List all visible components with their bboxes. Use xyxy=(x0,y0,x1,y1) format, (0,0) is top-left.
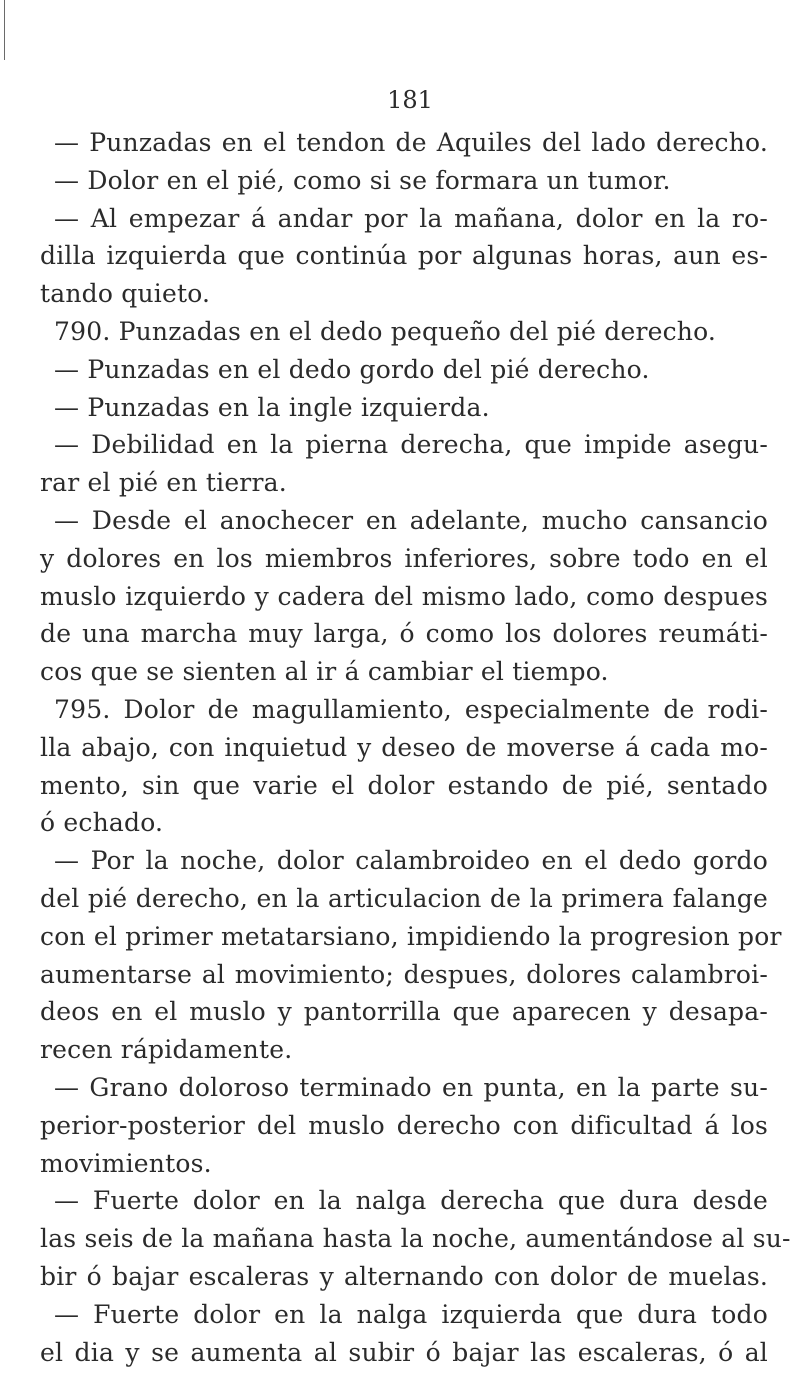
text-line: bir ó bajar escaleras y alternando con dolor de muelas. xyxy=(40,1261,768,1291)
text-line: movimientos. xyxy=(40,1148,212,1178)
text-line: rar el pié en tierra. xyxy=(40,468,287,498)
text-line: del pié derecho, en la articulacion de la primera falange xyxy=(40,883,768,913)
text-line: mento, sin que varie el dolor estando de pié, sentado xyxy=(40,770,768,800)
text-line: — Punzadas en la ingle izquierda. xyxy=(54,392,490,422)
body-text xyxy=(40,124,791,1371)
text-line: — Debilidad en la pierna derecha, que impide asegu- xyxy=(54,430,768,460)
text-line: dilla izquierda que continúa por algunas horas, aun es- xyxy=(40,241,768,271)
text-line: de una marcha muy larga, ó como los dolores reumáti- xyxy=(40,619,768,649)
text-line: lla abajo, con inquietud y deseo de moverse á cada mo- xyxy=(40,732,768,762)
text-line: muslo izquierdo y cadera del mismo lado, como despues xyxy=(40,581,768,611)
text-line: — Por la noche, dolor calambroideo en el dedo gordo xyxy=(54,846,768,876)
text-line: ó echado. xyxy=(40,808,164,838)
text-line: — Fuerte dolor en la nalga izquierda que dura todo xyxy=(54,1299,768,1329)
text-line: el dia y se aumenta al subir ó bajar las escaleras, ó al xyxy=(40,1337,768,1367)
text-line: con el primer metatarsiano, impidiendo la progresion por xyxy=(40,921,782,951)
text-line: cos que se sienten al ir á cambiar el tiempo. xyxy=(40,657,609,687)
text-line: — Dolor en el pié, como si se formara un tumor. xyxy=(54,165,671,195)
text-line: — Punzadas en el tendon de Aquiles del lado derecho. xyxy=(54,128,768,157)
text-line: — Punzadas en el dedo gordo del pié derecho. xyxy=(54,354,650,384)
page-number: 181 xyxy=(387,86,433,114)
text-line: deos en el muslo y pantorrilla que aparecen y desapa- xyxy=(40,997,768,1027)
text-line: 795. Dolor de magullamiento, especialmente de rodi- xyxy=(54,694,768,724)
page-edge-line xyxy=(4,0,5,60)
text-line: tando quieto. xyxy=(40,279,211,309)
text-line: 790. Punzadas en el dedo pequeño del pié derecho. xyxy=(54,316,717,346)
text-line: recen rápidamente. xyxy=(40,1035,293,1065)
text-line: — Desde el anochecer en adelante, mucho cansancio xyxy=(54,505,768,535)
text-line: aumentarse al movimiento; despues, dolores calambroi- xyxy=(40,959,768,989)
text-line: y dolores en los miembros inferiores, sobre todo en el xyxy=(40,543,768,573)
text-line: las seis de la mañana hasta la noche, aumentándose al su- xyxy=(40,1224,791,1254)
text-line: — Al empezar á andar por la mañana, dolor en la ro- xyxy=(54,203,768,233)
text-line: perior-posterior del muslo derecho con dificultad á los xyxy=(40,1110,768,1140)
text-line: — Fuerte dolor en la nalga derecha que dura desde xyxy=(54,1186,768,1216)
text-line: — Grano doloroso terminado en punta, en la parte su- xyxy=(54,1072,768,1102)
